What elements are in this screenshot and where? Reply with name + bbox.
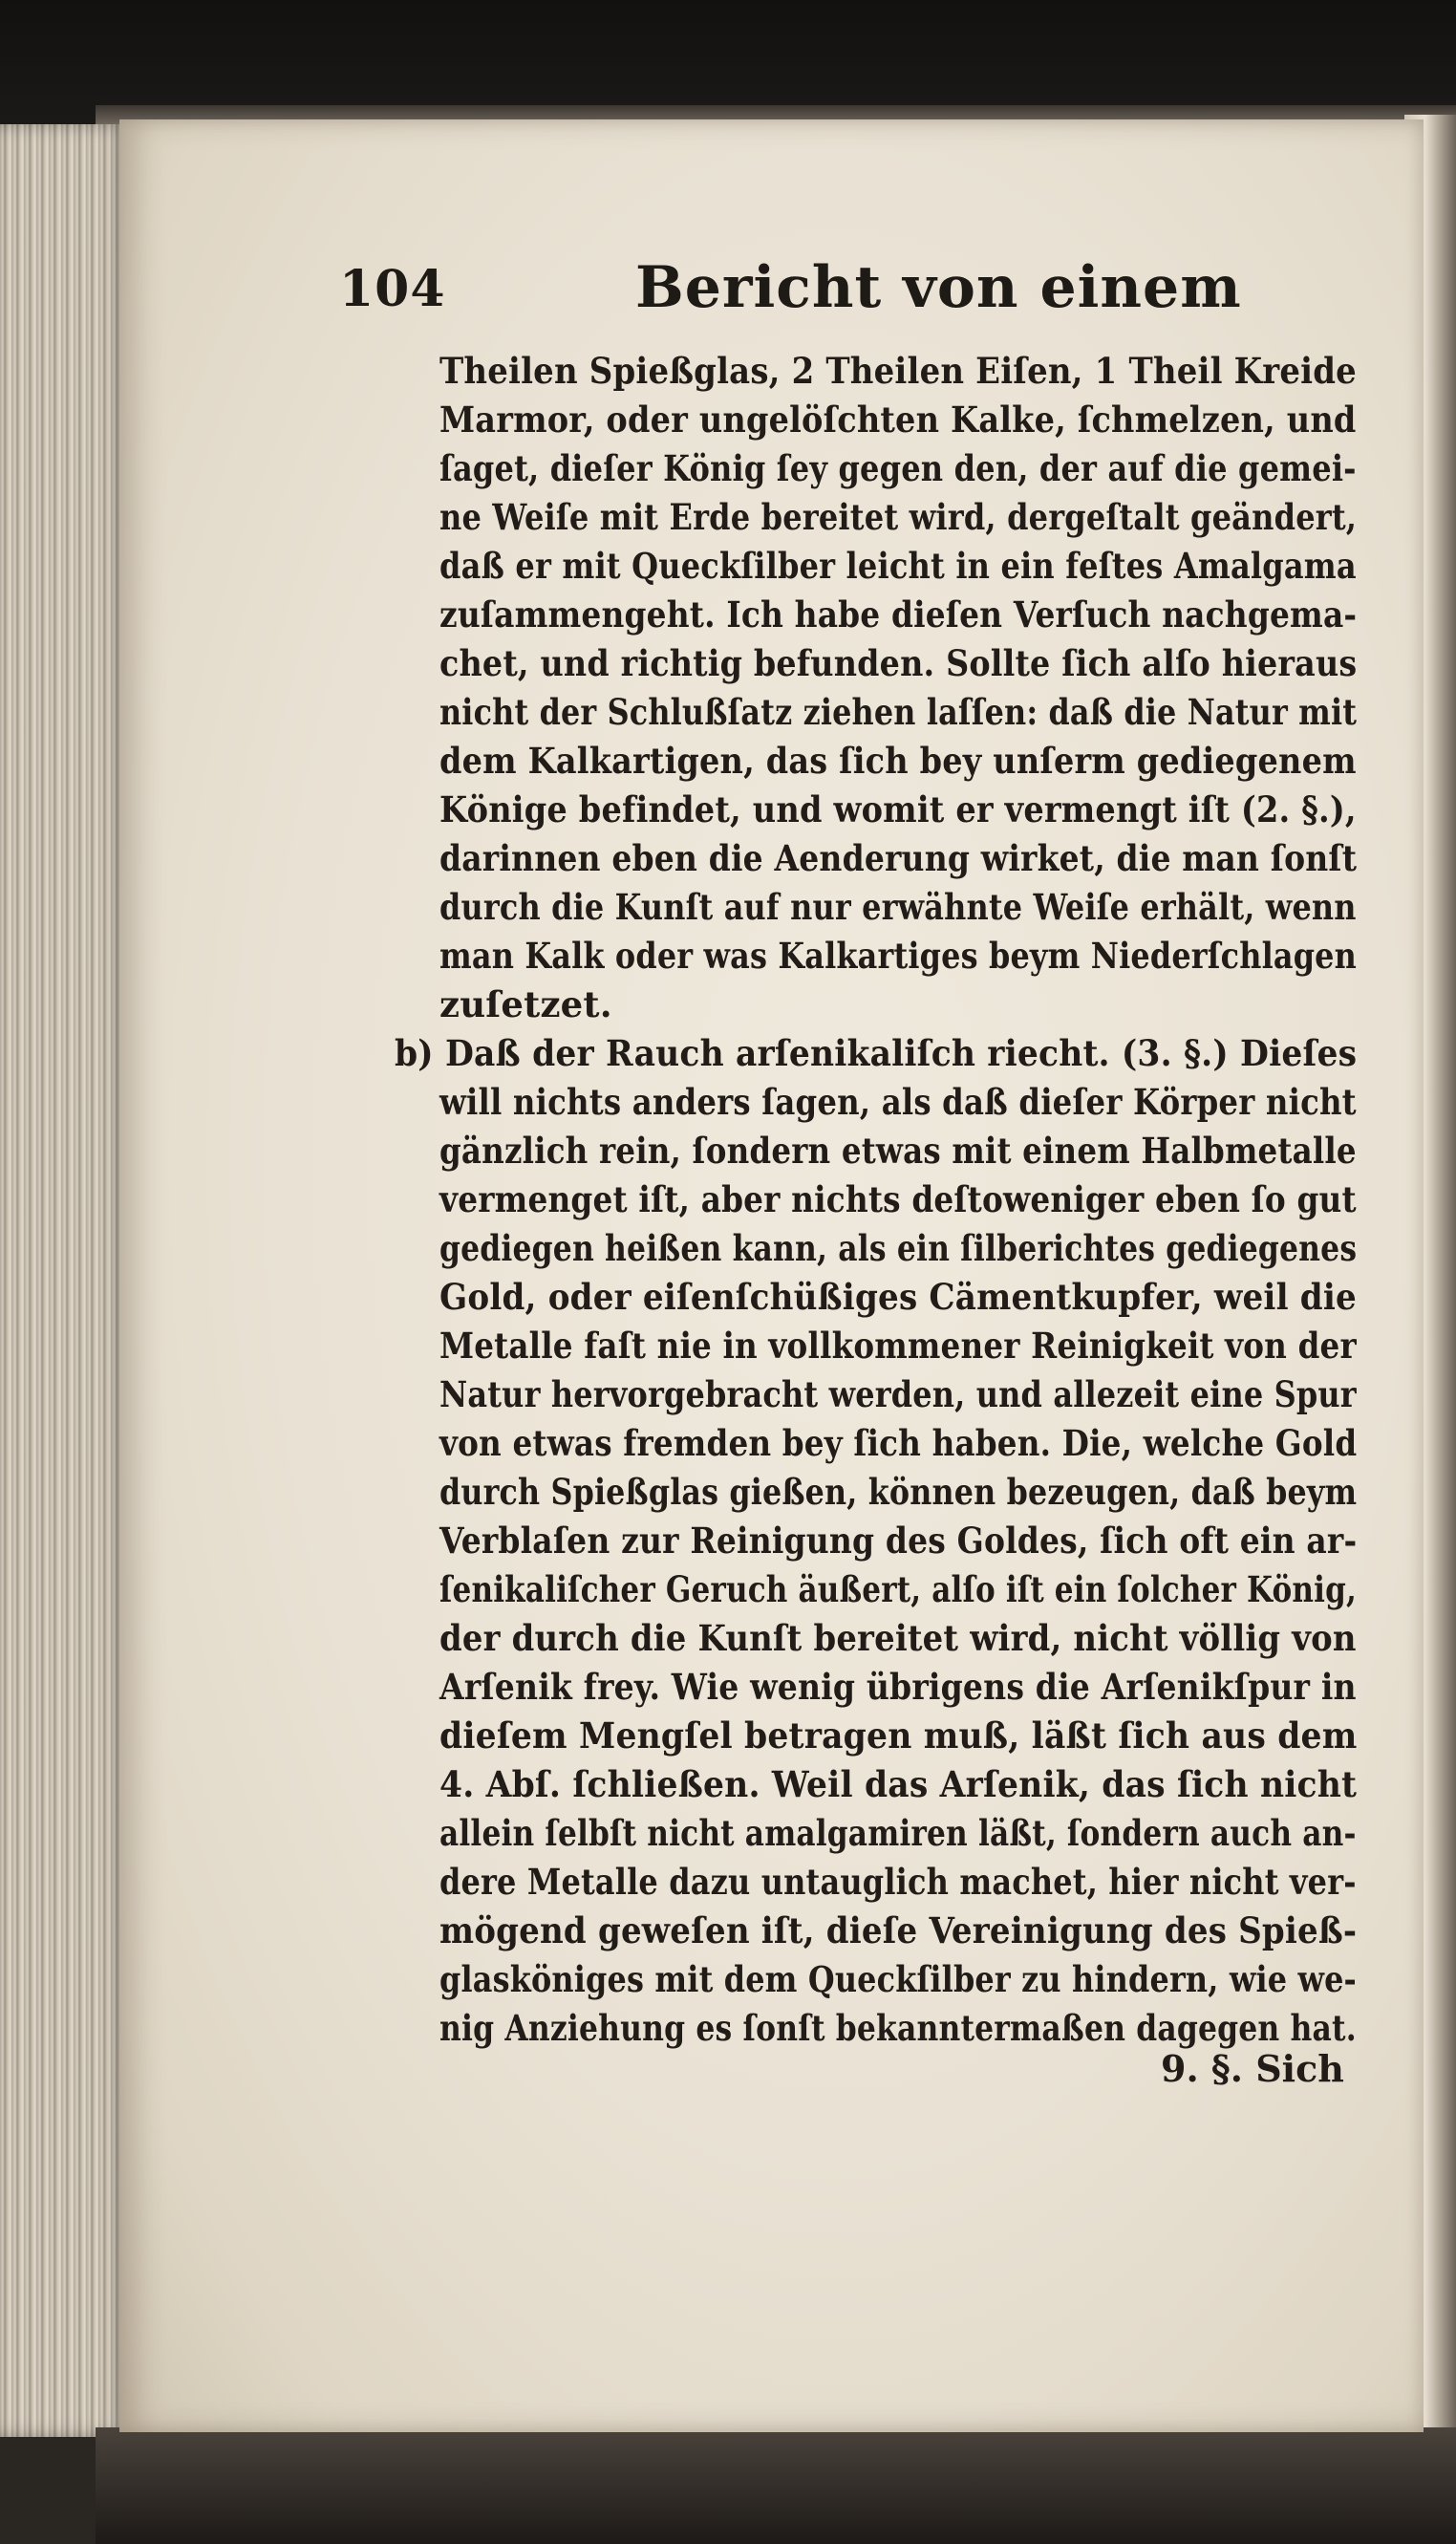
text-line: 4. Abſ. ſchließen. Weil das Arſenik, das ſich nicht [439, 1763, 1358, 1805]
text-line: Marmor, oder ungelöſchten Kalke, ſchmelzen, und [439, 399, 1357, 441]
text-line: glasköniges mit dem Queckſilber zu hindern, wie we- [439, 1958, 1357, 2000]
text-line: gediegen heißen kann, als ein ſilberichtes gediegenes [439, 1227, 1358, 1269]
page-header [339, 254, 1242, 346]
text-line: dem Kalkartigen, das ſich bey unſerm gediegenem [439, 740, 1357, 782]
text-line: durch Spießglas gießen, können bezeugen, daß beym [439, 1471, 1358, 1513]
text-line: gänzlich rein, ſondern etwas mit einem Halbmetalle [439, 1130, 1357, 1172]
text-line: nicht der Schlußſatz ziehen laſſen: daß die Natur mit [439, 691, 1358, 733]
text-line: allein ſelbſt nicht amalgamiren läßt, ſondern auch an- [439, 1812, 1357, 1854]
text-line: ſaget, dieſer König ſey gegen den, der auf die gemei- [439, 447, 1357, 489]
text-line: Arſenik frey. Wie wenig übrigens die Arſenikſpur in [439, 1666, 1357, 1708]
text-line: ſenikaliſcher Geruch äußert, alſo iſt ein ſolcher König, [439, 1568, 1357, 1610]
text-line: daß er mit Queckſilber leicht in ein feſtes Amalgama [439, 545, 1357, 587]
text-line: Natur hervorgebracht werden, und allezeit eine Spur [439, 1373, 1357, 1415]
text-line: mögend geweſen iſt, dieſe Vereinigung des Spieß- [439, 1909, 1358, 1951]
book-bottom-shadow [96, 2427, 1456, 2544]
text-line: darinnen eben die Aenderung wirket, die man ſonſt [439, 837, 1358, 879]
text-line: von etwas fremden bey ſich haben. Die, welche Gold [439, 1422, 1358, 1464]
page-number: 104 [339, 260, 446, 318]
text-line: zuſammengeht. Ich habe dieſen Verſuch nachgema- [439, 593, 1358, 636]
catchword: 9. §. Sich [1161, 2047, 1344, 2090]
text-line: will nichts anders ſagen, als daß dieſer Körper nicht [439, 1081, 1357, 1123]
text-line: dieſem Mengſel betragen muß, läßt ſich aus dem [439, 1714, 1358, 1757]
text-line: Verblaſen zur Reinigung des Goldes, ſich oft ein ar- [439, 1520, 1358, 1562]
text-line: Könige befindet, und womit er vermengt iſt (2. §.), [439, 788, 1357, 830]
text-line: der durch die Kunſt bereitet wird, nicht völlig von [439, 1617, 1357, 1659]
running-title: Bericht von einem [635, 254, 1242, 321]
text-line: man Kalk oder was Kalkartiges beym Niederſchlagen [439, 935, 1357, 977]
text-line: nig Anziehung es ſonſt bekanntermaßen dagegen hat. [439, 2007, 1357, 2049]
text-line: ne Weiſe mit Erde bereitet wird, dergeſtalt geändert, [439, 496, 1358, 538]
text-line: Theilen Spießglas, 2 Theilen Eiſen, 1 Theil Kreide [439, 350, 1357, 392]
text-line: durch die Kunſt auf nur erwähnte Weiſe erhält, wenn [439, 886, 1357, 928]
text-line-item-b: b) Daß der Rauch arſenikaliſch riecht. (3. §.) Dieſes [395, 1032, 1358, 1074]
text-line: Gold, oder eiſenſchüßiges Cämentkupfer, weil die [439, 1276, 1357, 1318]
text-line: vermenget iſt, aber nichts deſtoweniger eben ſo gut [439, 1178, 1357, 1220]
text-line: chet, und richtig befunden. Sollte ſich alſo hieraus [439, 642, 1358, 684]
book-page-edges [0, 124, 129, 2437]
text-line: zuſetzet. [439, 983, 612, 1025]
text-line: dere Metalle dazu untauglich machet, hier nicht ver- [439, 1861, 1357, 1903]
text-line: Metalle faſt nie in vollkommener Reinigkeit von der [439, 1325, 1357, 1367]
